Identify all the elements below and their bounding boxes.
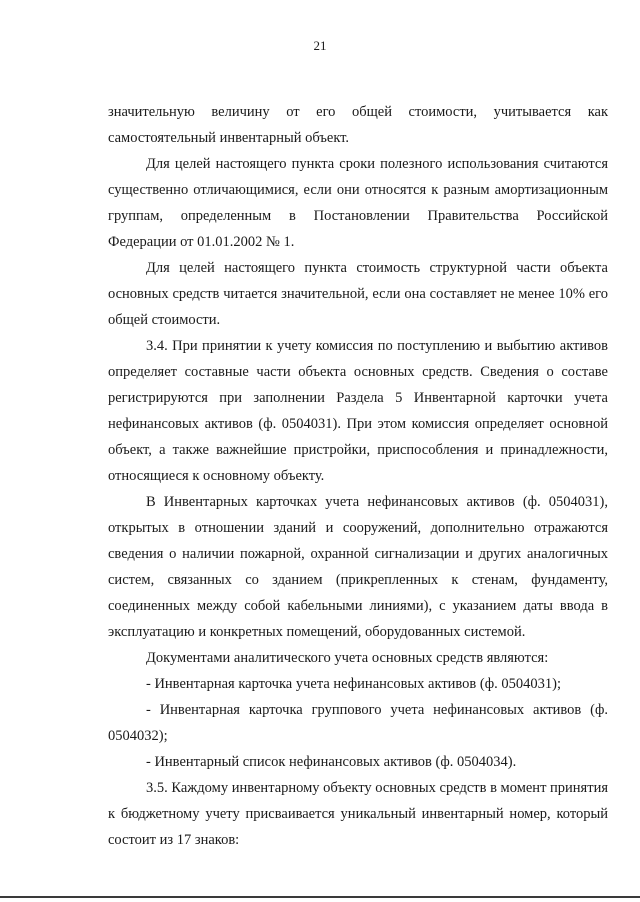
paragraph-inventory-cards: В Инвентарных карточках учета нефинансовых активов (ф. 0504031), открытых в отношении зданий и сооружений, дополнительно отражаются сведения о наличии пожарной, охранной сигнализации и других аналогичных систем, связанных со зданием (прикрепленных к стенам, фундаменту, соединенных между собой кабельными линиями), с указанием даты ввода в эксплуатацию и конкретных помещений, оборудованных системой. xyxy=(108,494,608,640)
page-bottom-edge xyxy=(0,896,640,898)
paragraph-continuation: значительную величину от его общей стоимости, учитывается как самостоятельный инвентарный объект. xyxy=(108,104,608,146)
list-item-form-0504034: - Инвентарный список нефинансовых активов (ф. 0504034). xyxy=(146,754,517,770)
paragraph-section-3-4: 3.4. При принятии к учету комиссия по поступлению и выбытию активов определяет составные части объекта основных средств. Сведения о составе регистрируются при заполнении Раздела 5 Инвентарной карточки учета нефинансовых активов (ф. 0504031). При этом комиссия определяет основной объект, а также важнейшие пристройки, приспособления и принадлежности, относящиеся к основному объекту. xyxy=(108,338,608,484)
paragraph-useful-life: Для целей настоящего пункта сроки полезного использования считаются существенно отличающимися, если они относятся к разным амортизационным группам, определенным в Постановлении Правительства Российской Федерации от 01.01.2002 № 1. xyxy=(108,156,608,250)
paragraph-documents-intro: Документами аналитического учета основных средств являются: xyxy=(146,650,549,666)
list-item-form-0504032: - Инвентарная карточка группового учета нефинансовых активов (ф. 0504032); xyxy=(108,702,608,744)
paragraph-structural-part-cost: Для целей настоящего пункта стоимость структурной части объекта основных средств читается значительной, если она составляет не менее 10% его общей стоимости. xyxy=(108,260,608,328)
paragraph-section-3-5: 3.5. Каждому инвентарному объекту основных средств в момент принятия к бюджетному учету присваивается уникальный инвентарный номер, который состоит из 17 знаков: xyxy=(108,780,608,848)
list-item-form-0504031: - Инвентарная карточка учета нефинансовых активов (ф. 0504031); xyxy=(146,676,561,692)
page-number: 21 xyxy=(313,38,327,53)
